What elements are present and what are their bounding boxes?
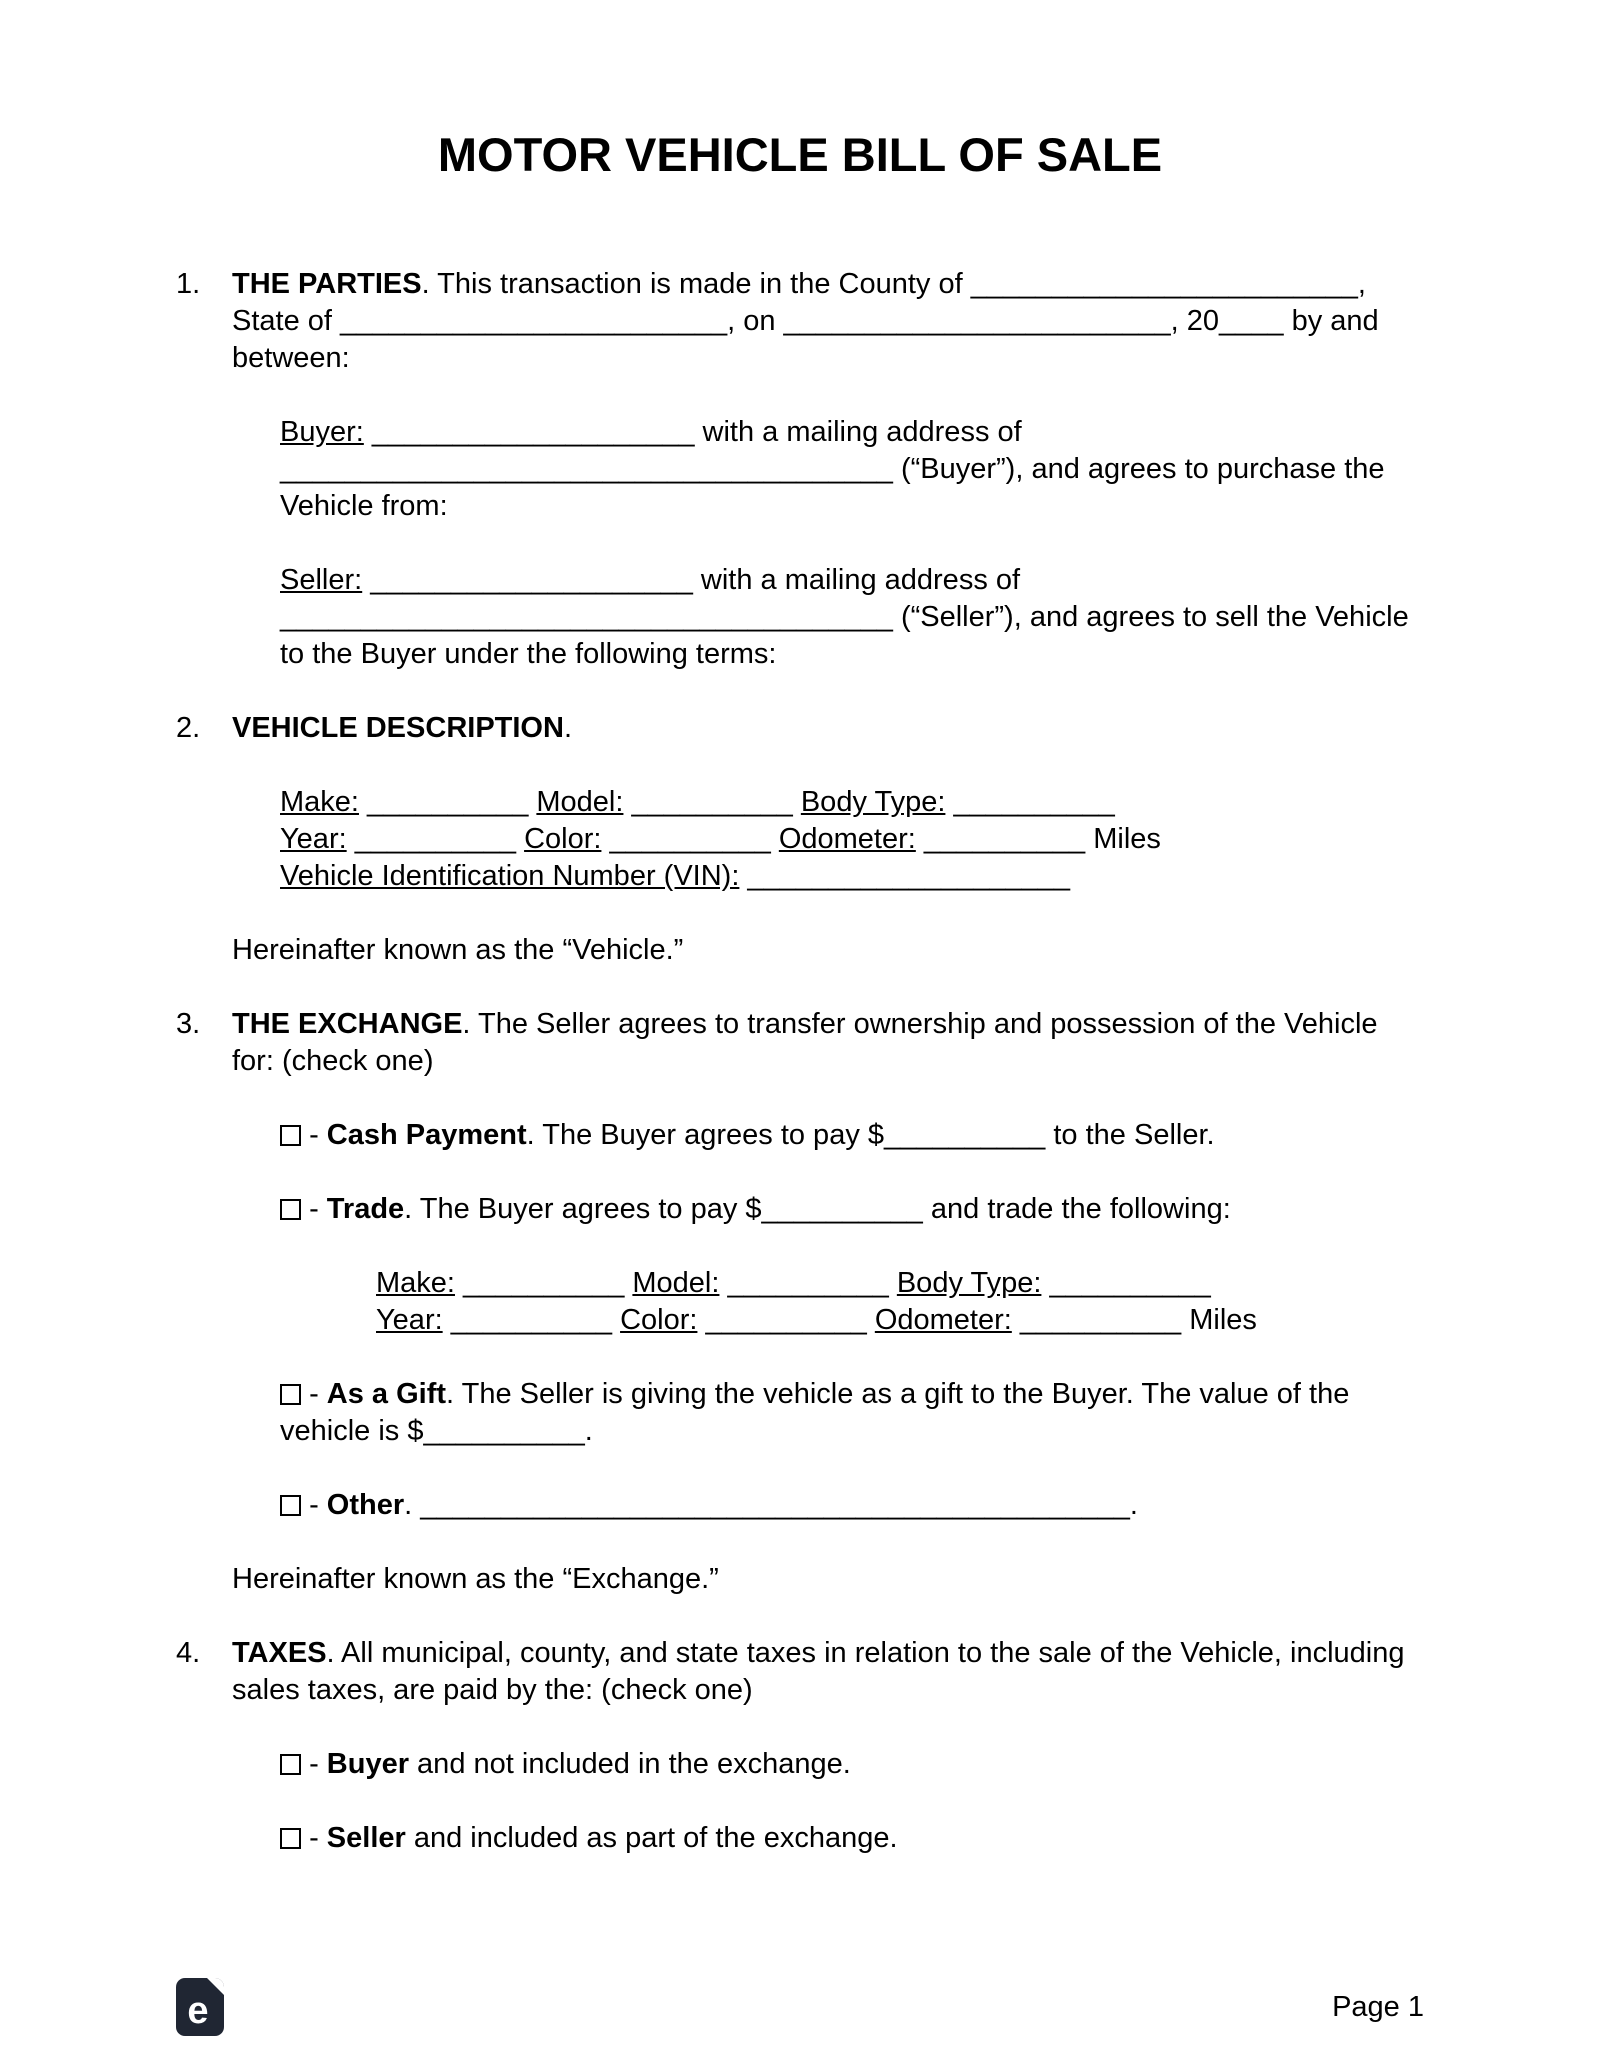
text-run: with a mailing address of (694, 416, 1022, 448)
section-the-exchange (176, 1006, 1424, 1598)
blank-state[interactable]: ________________________ (340, 305, 728, 337)
vehicle-heading-paragraph (232, 710, 1424, 747)
seller-label: Seller: (280, 564, 363, 596)
blank-gift-value[interactable]: __________ (423, 1415, 585, 1447)
seller-paragraph (280, 562, 1424, 673)
color-label: Color: (524, 823, 602, 855)
eforms-logo-icon (176, 1978, 224, 2036)
blank-seller-name[interactable]: ____________________ (362, 564, 693, 596)
text-run: . (584, 1415, 593, 1447)
trade-label: Trade (326, 1193, 405, 1225)
blank-body-type[interactable]: __________ (945, 786, 1115, 818)
logo-letter: e (187, 1990, 209, 2032)
page-number: Page 1 (1332, 1990, 1424, 2023)
text-run: - (309, 1748, 319, 1780)
checkbox-gift[interactable] (280, 1384, 301, 1405)
blank-vin[interactable]: ____________________ (739, 860, 1071, 892)
checkbox-other[interactable] (280, 1495, 301, 1516)
trade-body-type-label: Body Type: (896, 1267, 1042, 1299)
year-label: Year: (280, 823, 347, 855)
taxes-seller-label: Seller (326, 1822, 406, 1854)
vehicle-row-2 (280, 821, 1424, 858)
section-body-taxes (232, 1635, 1424, 1857)
section-number-4: 4. (176, 1637, 201, 1669)
blank-date[interactable]: ________________________ (783, 305, 1171, 337)
other-label: Other (326, 1489, 405, 1521)
trade-vehicle-row-1 (376, 1265, 1424, 1302)
taxes-heading: TAXES (232, 1637, 327, 1669)
blank-seller-address[interactable]: ______________________________________ (280, 601, 893, 633)
trade-option (280, 1191, 1424, 1228)
blank-color[interactable]: __________ (601, 823, 779, 855)
text-run: to the Seller. (1045, 1119, 1215, 1151)
text-run: Hereinafter known as the “Vehicle.” (232, 934, 684, 966)
buyer-paragraph (280, 414, 1424, 525)
section-number-2: 2. (176, 712, 201, 744)
trade-vehicle-fields (376, 1265, 1424, 1339)
vehicle-row-1 (280, 784, 1424, 821)
blank-trade-model[interactable]: __________ (719, 1267, 897, 1299)
trade-color-label: Color: (620, 1304, 698, 1336)
blank-buyer-address[interactable]: ______________________________________ (280, 453, 893, 485)
blank-year-suffix[interactable]: ____ (1219, 305, 1284, 337)
body-type-label: Body Type: (800, 786, 946, 818)
section-taxes (176, 1635, 1424, 1857)
exchange-hereinafter (232, 1561, 1424, 1598)
blank-make[interactable]: __________ (358, 786, 537, 818)
odometer-label: Odometer: (778, 823, 916, 855)
text-run: . (1129, 1489, 1138, 1521)
text-run: . (404, 1489, 421, 1521)
text-run: - (309, 1378, 319, 1410)
section-body-exchange (232, 1006, 1424, 1598)
page-fold-icon (207, 1978, 224, 1995)
model-label: Model: (536, 786, 624, 818)
checkbox-trade[interactable] (280, 1199, 301, 1220)
page-footer (176, 1978, 1424, 2036)
section-vehicle-description (176, 710, 1424, 969)
blank-odometer[interactable]: __________ (915, 823, 1086, 855)
blank-trade-color[interactable]: __________ (697, 1304, 875, 1336)
text-run: by and between: (232, 305, 1379, 374)
blank-buyer-name[interactable]: ____________________ (363, 416, 695, 448)
taxes-intro-paragraph (232, 1635, 1424, 1709)
text-run: . All municipal, county, and state taxes in relation to the sale of the Vehicle, including sales taxes, are paid by the: (check one) (232, 1637, 1405, 1706)
text-run: . The Seller agrees to transfer ownership and possession of the Vehicle for: (check one) (232, 1008, 1378, 1077)
trade-make-label: Make: (376, 1267, 455, 1299)
exchange-intro-paragraph (232, 1006, 1424, 1080)
document-title: MOTOR VEHICLE BILL OF SALE (437, 128, 1163, 181)
vehicle-heading: VEHICLE DESCRIPTION (232, 712, 564, 744)
section-body-parties (232, 266, 1424, 673)
miles-suffix: Miles (1085, 823, 1161, 855)
text-run: with a mailing address of (692, 564, 1021, 596)
taxes-seller-option (280, 1820, 1424, 1857)
blank-trade-body-type[interactable]: __________ (1041, 1267, 1211, 1299)
text-run: Hereinafter known as the “Exchange.” (232, 1563, 719, 1595)
vin-label: Vehicle Identification Number (VIN): (280, 860, 740, 892)
taxes-buyer-option (280, 1746, 1424, 1783)
exchange-heading: THE EXCHANGE (232, 1008, 463, 1040)
text-run: - (309, 1822, 319, 1854)
checkbox-taxes-buyer[interactable] (280, 1754, 301, 1775)
text-run: and not included in the exchange. (409, 1748, 851, 1780)
blank-cash-amount[interactable]: __________ (884, 1119, 1046, 1151)
text-run: and trade the following: (922, 1193, 1231, 1225)
trade-vehicle-row-2 (376, 1302, 1424, 1339)
taxes-buyer-label: Buyer (326, 1748, 409, 1780)
cash-payment-label: Cash Payment (326, 1119, 527, 1151)
cash-payment-option (280, 1117, 1424, 1154)
vehicle-hereinafter (232, 932, 1424, 969)
section-body-vehicle (232, 710, 1424, 969)
text-run: , on (727, 305, 784, 337)
checkbox-cash-payment[interactable] (280, 1125, 301, 1146)
trade-miles-suffix: Miles (1181, 1304, 1257, 1336)
blank-trade-odometer[interactable]: __________ (1011, 1304, 1182, 1336)
text-run: . The Buyer agrees to pay $ (526, 1119, 885, 1151)
buyer-label: Buyer: (280, 416, 364, 448)
section-the-parties (176, 266, 1424, 673)
text-run: - (309, 1489, 319, 1521)
blank-year[interactable]: __________ (346, 823, 525, 855)
text-run: . This transaction is made in the County of (421, 268, 971, 300)
text-run: - (309, 1119, 319, 1151)
trade-odometer-label: Odometer: (874, 1304, 1012, 1336)
blank-model[interactable]: __________ (623, 786, 801, 818)
parties-heading: THE PARTIES (232, 268, 422, 300)
make-label: Make: (280, 786, 359, 818)
text-run: and included as part of the exchange. (405, 1822, 898, 1854)
parties-intro-paragraph (232, 266, 1424, 377)
vehicle-fields (280, 784, 1424, 895)
text-run: , State of (232, 268, 1366, 337)
text-run: , 20 (1170, 305, 1220, 337)
blank-county[interactable]: ________________________ (970, 268, 1358, 300)
section-number-1: 1. (176, 268, 201, 300)
gift-option (280, 1376, 1424, 1450)
text-run: - (309, 1193, 319, 1225)
vehicle-row-3 (280, 858, 1424, 895)
other-option (280, 1487, 1424, 1524)
blank-trade-amount[interactable]: __________ (761, 1193, 923, 1225)
checkbox-taxes-seller[interactable] (280, 1828, 301, 1849)
text-run: (“Buyer”), and agrees to purchase the Vehicle from: (280, 453, 1385, 522)
blank-trade-year[interactable]: __________ (442, 1304, 621, 1336)
section-number-3: 3. (176, 1008, 201, 1040)
text-run: . The Seller is giving the vehicle as a gift to the Buyer. The value of the vehicle is $ (280, 1378, 1350, 1447)
trade-year-label: Year: (376, 1304, 443, 1336)
gift-label: As a Gift (326, 1378, 447, 1410)
trade-model-label: Model: (632, 1267, 720, 1299)
text-run: . The Buyer agrees to pay $ (404, 1193, 762, 1225)
blank-trade-make[interactable]: __________ (454, 1267, 633, 1299)
text-run: (“Seller”), and agrees to sell the Vehicle to the Buyer under the following terms: (280, 601, 1409, 670)
text-run: . (563, 712, 572, 744)
blank-other-description[interactable]: ____________________________________________ (420, 1489, 1130, 1521)
